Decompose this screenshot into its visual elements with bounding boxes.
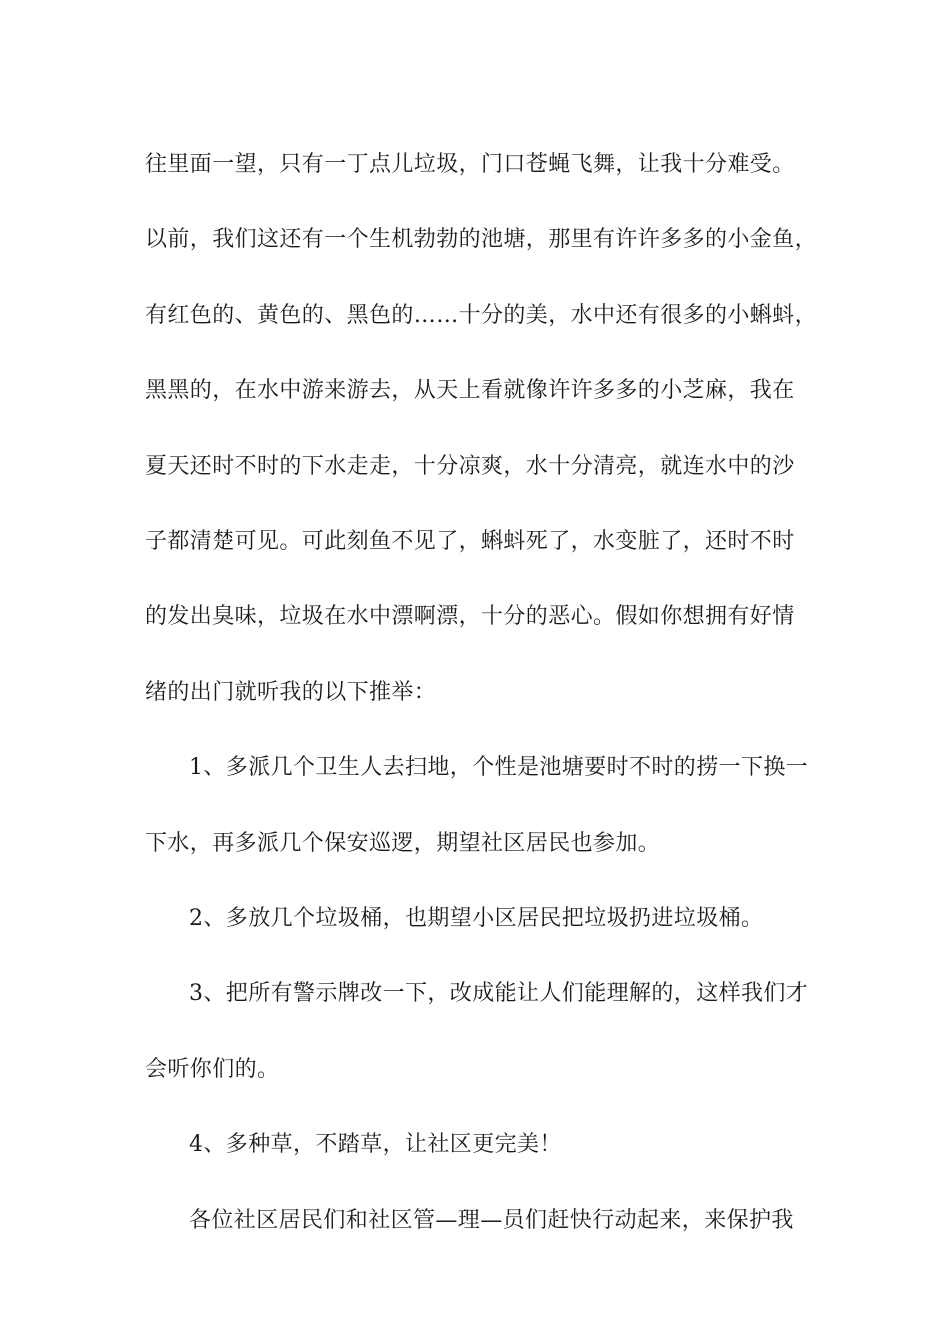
text-line: 夏天还时不时的下水走走，十分凉爽，水十分清亮，就连水中的沙: [145, 453, 795, 479]
text-line: 子都清楚可见。可此刻鱼不见了，蝌蚪死了，水变脏了，还时不时: [145, 529, 795, 555]
text-line-indented: 2、多放几个垃圾桶，也期望小区居民把垃圾扔进垃圾桶。: [189, 906, 764, 932]
text-line-indented: 各位社区居民们和社区管—理—员们赶快行动起来，来保护我: [189, 1207, 794, 1233]
paragraph-2: [145, 202, 835, 730]
text-line: 黑黑的，在水中游来游去，从天上看就像许许多多的小芝麻，我在: [145, 378, 795, 404]
paragraph-7: [145, 1183, 835, 1258]
paragraph-6: [145, 1107, 835, 1182]
text-line-indented: 3、把所有警示牌改一下，改成能让人们能理解的，这样我们才: [189, 981, 809, 1007]
text-line: 以前，我们这还有一个生机勃勃的池塘，那里有许许多多的小金鱼，: [145, 227, 818, 253]
text-line: 的发出臭味，垃圾在水中漂啊漂，十分的恶心。假如你想拥有好情: [145, 604, 795, 630]
body-text: [145, 127, 835, 1258]
paragraph-4: [145, 881, 835, 956]
text-line: 下水，再多派几个保安巡逻，期望社区居民也参加。: [145, 830, 661, 856]
text-line-indented: 4、多种草，不踏草，让社区更完美！: [189, 1132, 562, 1158]
text-line: 会听你们的。: [145, 1056, 280, 1082]
paragraph-5: [145, 956, 835, 1107]
text-line: 往里面一望，只有一丁点儿垃圾，门口苍蝇飞舞，让我十分难受。: [145, 152, 795, 177]
paragraph-1: [145, 127, 835, 202]
text-line: 绪的出门就听我的以下推举：: [145, 679, 437, 705]
text-line: 有红色的、黄色的、黑色的……十分的美，水中还有很多的小蝌蚪，: [145, 302, 818, 328]
text-line-indented: 1、多派几个卫生人去扫地，个性是池塘要时不时的捞一下换一: [189, 755, 809, 781]
paragraph-3: [145, 730, 835, 881]
